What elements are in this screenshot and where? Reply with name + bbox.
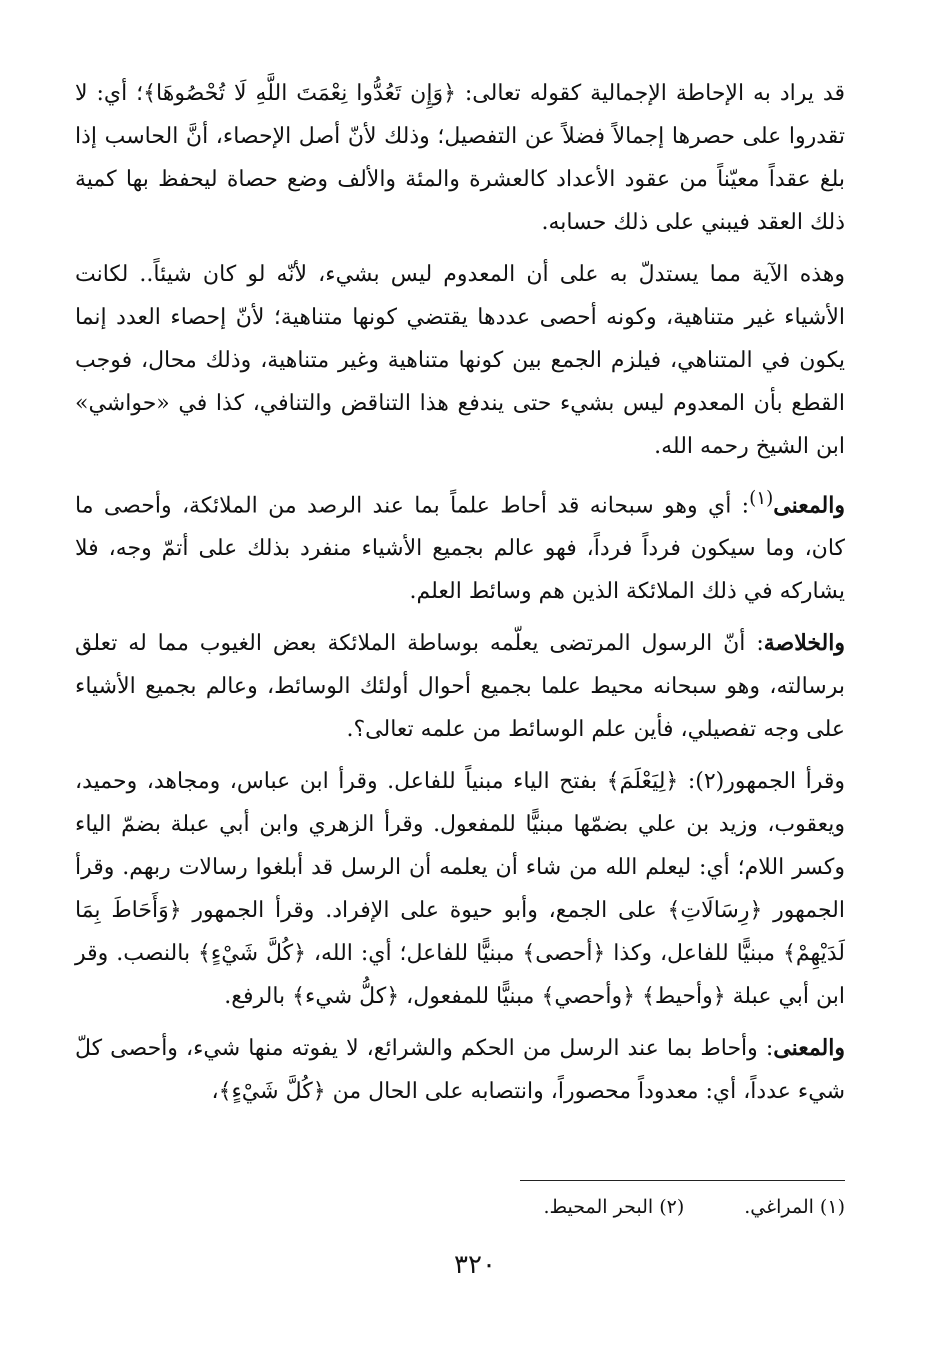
paragraph-2 xyxy=(75,253,845,468)
paragraph-1-text: قد يراد به الإحاطة الإجمالية كقوله تعالى: ﴿وَإِن تَعُدُّوا نِعْمَتَ اللَّهِ لَا تُحْصُوهَا﴾؛ أي: لا تقدروا على حصرها إجمالاً فضلاً عن التفصيل؛ وذلك لأنّ أصل الإحصاء، أنَّ الحاسب إذا بلغ عقداً معيّناً من عقود الأعداد كالعشرة والمئة والألف وضع حصاة ليحفظ بها كمية ذلك العقد فيبني على ذلك حسابه. xyxy=(75,81,845,235)
paragraph-6-lead: والمعنى xyxy=(773,1035,845,1062)
page-body xyxy=(75,72,845,1122)
paragraph-4-lead: والخلاصة xyxy=(763,630,845,657)
paragraph-6-text: : وأحاط بما عند الرسل من الحكم والشرائع، لا يفوته منها شيء، وأحصى كلّ شيء عدداً، أي: معدوداً محصوراً، وانتصابه على الحال من ﴿كُلَّ شَيْءٍ﴾، xyxy=(75,1036,845,1105)
paragraph-2-text: وهذه الآية مما يستدلّ به على أن المعدوم ليس بشيء، لأنّه لو كان شيئاً.. لكانت الأشياء غير متناهية، وكونه أحصى عددها يقتضي كونها متناهية؛ لأنّ إحصاء العدد إنما يكون في المتناهي، فيلزم الجمع بين كونها متناهية وغير متناهية، وذلك محال، فوجب القطع بأن المعدوم ليس بشيء حتى يندفع هذا التناقض والتنافي، كذا في «حواشي» ابن الشيخ رحمه الله. xyxy=(75,262,845,459)
paragraph-4 xyxy=(75,622,845,751)
paragraph-5-text: وقرأ الجمهور(٢): ﴿لِيَعْلَمَ﴾ بفتح الياء مبنياً للفاعل. وقرأ ابن عباس، ومجاهد، وحميد، ويعقوب، وزيد بن علي بضمّها مبنيًّا للمفعول. وقرأ الزهري وابن أبي عبلة بضمّ الياء وكسر اللام؛ أي: ليعلم الله من شاء أن يعلمه أن الرسل قد أبلغوا رسالات ربهم. وقرأ الجمهور ﴿رِسَالَاتِ﴾ على الجمع، وأبو حيوة على الإفراد. وقرأ الجمهور ﴿وَأَحَاطَ بِمَا لَدَيْهِمْ﴾ مبنيًّا للفاعل، وكذا ﴿أحصى﴾ مبنيًّا للفاعل؛ أي: الله، ﴿كُلَّ شَيْءٍ﴾ بالنصب. وقر ابن أبي عبلة ﴿وأحيط﴾ ﴿وأحصي﴾ مبنيًّا للمفعول، ﴿كلُّ شيء﴾ بالرفع. xyxy=(75,769,845,1010)
paragraph-1 xyxy=(75,72,845,244)
footnote-2: (٢) البحر المحيط. xyxy=(543,1196,685,1218)
footnotes xyxy=(75,1192,845,1222)
paragraph-6 xyxy=(75,1027,845,1113)
paragraph-3-lead: والمعنى xyxy=(773,492,845,519)
paragraph-5 xyxy=(75,760,845,1018)
page-number: ٣٢٠ xyxy=(454,1250,496,1280)
paragraph-3-text: : أي وهو سبحانه قد أحاط علماً بما عند الرصد من الملائكة، وأحصى ما كان، وما سيكون فرداً فرداً، فهو عالم بجميع الأشياء منفرد بذلك على أتمّ وجه، فلا يشاركه في ذلك الملائكة الذين هم وسائط العلم. xyxy=(75,493,845,605)
footnote-ref-1: (١) xyxy=(749,488,774,509)
paragraph-3 xyxy=(75,477,845,613)
footnote-1: (١) المراغي. xyxy=(744,1196,845,1218)
footnote-divider xyxy=(520,1180,845,1181)
paragraph-4-text: : أنّ الرسول المرتضى يعلّمه بوساطة الملائكة بعض الغيوب مما له تعلق برسالته، وهو سبحانه محيط علما بجميع أحوال أولئك الوسائط، وعالم بجميع الأشياء على وجه تفصيلي، فأين علم الوسائط من علمه تعالى؟. xyxy=(75,631,845,743)
